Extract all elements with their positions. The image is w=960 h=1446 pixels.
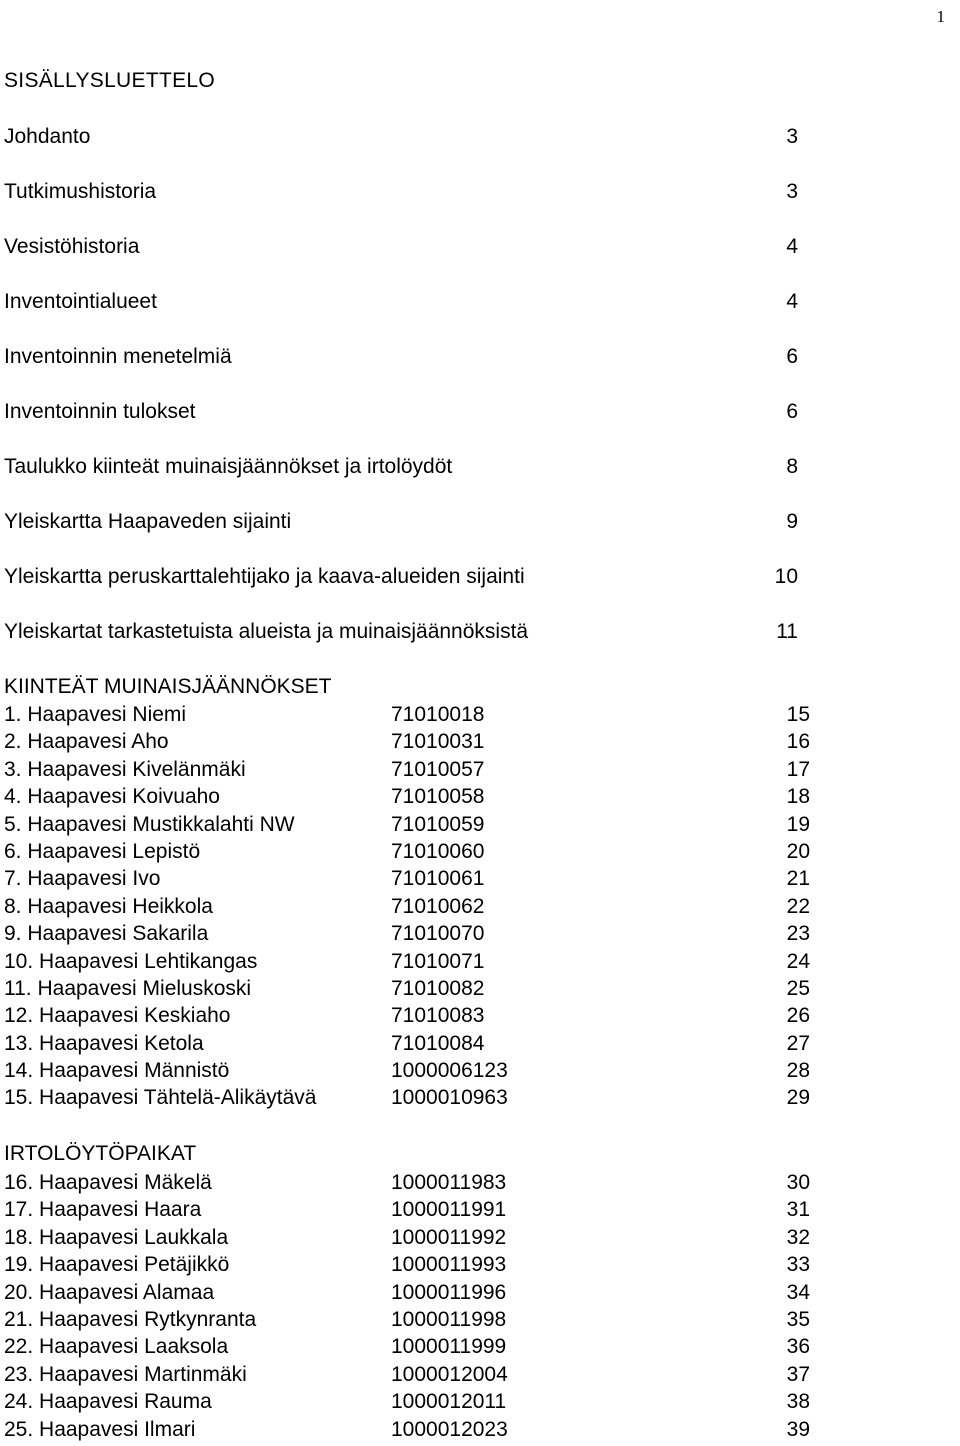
toc-entry-page: 3	[786, 180, 798, 203]
toc-entry-page: 4	[786, 235, 798, 258]
site-row	[4, 1087, 810, 1114]
toc-entry-page: 8	[786, 455, 798, 478]
site-name: 15. Haapavesi Tähtelä-Alikäytävä	[4, 1086, 317, 1110]
page-number: 1	[936, 7, 945, 26]
toc-entry-page: 10	[774, 565, 798, 588]
toc-entry	[4, 236, 804, 291]
toc-entry-label: Yleiskartat tarkastetuista alueista ja muinaisjäännöksistä	[4, 620, 529, 643]
site-page: 23	[786, 922, 810, 946]
toc-title: SISÄLLYSLUETTELO	[4, 69, 215, 92]
toc-entry	[4, 291, 804, 346]
site-page: 25	[786, 976, 810, 1000]
site-name: 9. Haapavesi Sakarila	[4, 922, 209, 946]
site-row	[4, 1391, 810, 1418]
site-code: 1000011991	[391, 1198, 507, 1222]
toc-entry-label: Yleiskartta peruskarttalehtijako ja kaava-alueiden sijainti	[4, 565, 525, 588]
site-row	[4, 1199, 810, 1226]
toc-entry	[4, 456, 804, 511]
site-page: 28	[786, 1059, 810, 1083]
toc-entry-label: Tutkimushistoria	[4, 180, 157, 203]
site-row	[4, 896, 810, 923]
site-name: 7. Haapavesi Ivo	[4, 867, 161, 891]
site-code: 1000010963	[391, 1086, 508, 1110]
site-row	[4, 731, 810, 758]
site-row	[4, 704, 810, 731]
site-code: 71010058	[391, 785, 485, 809]
site-name: 19. Haapavesi Petäjikkö	[4, 1253, 230, 1277]
site-name: 13. Haapavesi Ketola	[4, 1031, 204, 1055]
site-code: 71010082	[391, 976, 485, 1000]
site-page: 35	[786, 1307, 810, 1331]
site-code: 1000011996	[391, 1280, 507, 1304]
stray-finds-heading: IRTOLÖYTÖPAIKAT	[4, 1142, 197, 1165]
site-page: 26	[786, 1004, 810, 1028]
site-name: 20. Haapavesi Alamaa	[4, 1280, 215, 1304]
site-name: 2. Haapavesi Aho	[4, 730, 169, 754]
site-code: 71010018	[391, 703, 485, 726]
toc-entry	[4, 126, 804, 181]
site-name: 3. Haapavesi Kivelänmäki	[4, 757, 246, 781]
toc-entry-page: 9	[786, 510, 798, 533]
site-page: 15	[786, 703, 810, 726]
site-name: 21. Haapavesi Rytkynranta	[4, 1307, 257, 1331]
site-name: 5. Haapavesi Mustikkalahti NW	[4, 812, 295, 836]
site-page: 21	[786, 867, 810, 891]
site-code: 71010060	[391, 839, 485, 863]
site-page: 17	[786, 757, 810, 781]
toc-entry-label: Yleiskartta Haapaveden sijainti	[4, 510, 292, 533]
fixed-remains-heading: KIINTEÄT MUINAISJÄÄNNÖKSET	[4, 675, 332, 698]
site-code: 1000011998	[391, 1307, 507, 1331]
site-code: 71010031	[391, 730, 485, 754]
site-code: 1000011993	[391, 1253, 507, 1277]
site-row	[4, 1309, 810, 1336]
site-row	[4, 923, 810, 950]
site-row	[4, 1172, 810, 1199]
stray-finds-list	[4, 1172, 810, 1446]
site-row	[4, 978, 810, 1005]
site-code: 71010083	[391, 1004, 485, 1028]
site-page: 37	[786, 1362, 810, 1386]
site-page: 18	[786, 785, 810, 809]
site-name: 16. Haapavesi Mäkelä	[4, 1171, 212, 1194]
site-page: 30	[786, 1171, 810, 1194]
toc-entry	[4, 566, 804, 621]
site-page: 22	[786, 894, 810, 918]
site-page: 34	[786, 1280, 810, 1304]
toc-entry	[4, 621, 804, 676]
site-name: 11. Haapavesi Mieluskoski	[4, 976, 252, 1000]
toc-entry-page: 6	[786, 400, 798, 423]
site-code: 71010059	[391, 812, 485, 836]
toc-entry-page: 11	[776, 620, 798, 643]
site-row	[4, 841, 810, 868]
site-row	[4, 1364, 810, 1391]
site-row	[4, 868, 810, 895]
site-code: 1000006123	[391, 1059, 508, 1083]
fixed-remains-list	[4, 704, 810, 1115]
toc-entry-page: 3	[786, 125, 798, 148]
site-page: 27	[786, 1031, 810, 1055]
toc-list	[4, 126, 804, 676]
site-code: 71010061	[391, 867, 485, 891]
site-row	[4, 1254, 810, 1281]
site-name: 12. Haapavesi Keskiaho	[4, 1004, 231, 1028]
site-row	[4, 1282, 810, 1309]
toc-entry	[4, 346, 804, 401]
toc-entry-page: 6	[786, 345, 798, 368]
site-page: 39	[786, 1417, 810, 1441]
toc-entry	[4, 181, 804, 236]
toc-entry	[4, 511, 804, 566]
site-code: 1000012011	[391, 1390, 507, 1414]
site-page: 31	[786, 1198, 810, 1222]
site-name: 18. Haapavesi Laukkala	[4, 1225, 229, 1249]
toc-entry-page: 4	[786, 290, 798, 313]
toc-entry-label: Inventoinnin tulokset	[4, 400, 196, 423]
site-name: 24. Haapavesi Rauma	[4, 1390, 212, 1414]
site-row	[4, 1033, 810, 1060]
site-code: 71010062	[391, 894, 485, 918]
site-row	[4, 1227, 810, 1254]
site-name: 6. Haapavesi Lepistö	[4, 839, 201, 863]
site-row	[4, 1060, 810, 1087]
toc-entry	[4, 401, 804, 456]
site-name: 23. Haapavesi Martinmäki	[4, 1362, 247, 1386]
site-code: 71010057	[391, 757, 485, 781]
toc-entry-label: Inventoinnin menetelmiä	[4, 345, 232, 368]
site-page: 29	[786, 1086, 810, 1110]
site-name: 1. Haapavesi Niemi	[4, 703, 187, 726]
site-row	[4, 1336, 810, 1363]
site-row	[4, 786, 810, 813]
site-row	[4, 814, 810, 841]
site-name: 8. Haapavesi Heikkola	[4, 894, 213, 918]
site-page: 20	[786, 839, 810, 863]
site-page: 19	[786, 812, 810, 836]
toc-entry-label: Taulukko kiinteät muinaisjäännökset ja irtolöydöt	[4, 455, 453, 478]
site-code: 1000012004	[391, 1362, 508, 1386]
site-row	[4, 759, 810, 786]
site-code: 71010070	[391, 922, 485, 946]
site-page: 36	[786, 1335, 810, 1359]
site-page: 16	[786, 730, 810, 754]
toc-entry-label: Johdanto	[4, 125, 91, 148]
site-page: 38	[786, 1390, 810, 1414]
site-code: 1000011983	[391, 1171, 507, 1194]
site-name: 22. Haapavesi Laaksola	[4, 1335, 229, 1359]
site-name: 17. Haapavesi Haara	[4, 1198, 202, 1222]
site-row	[4, 1005, 810, 1032]
site-page: 24	[786, 949, 810, 973]
site-name: 14. Haapavesi Männistö	[4, 1059, 230, 1083]
site-page: 33	[786, 1253, 810, 1277]
site-page: 32	[786, 1225, 810, 1249]
site-code: 1000012023	[391, 1417, 508, 1441]
site-name: 25. Haapavesi Ilmari	[4, 1417, 196, 1441]
site-name: 4. Haapavesi Koivuaho	[4, 785, 220, 809]
site-code: 71010071	[391, 949, 485, 973]
site-row	[4, 1419, 810, 1446]
site-code: 1000011992	[391, 1225, 507, 1249]
site-row	[4, 951, 810, 978]
site-name: 10. Haapavesi Lehtikangas	[4, 949, 258, 973]
toc-entry-label: Inventointialueet	[4, 290, 157, 313]
site-code: 71010084	[391, 1031, 485, 1055]
toc-entry-label: Vesistöhistoria	[4, 235, 140, 258]
site-code: 1000011999	[391, 1335, 507, 1359]
